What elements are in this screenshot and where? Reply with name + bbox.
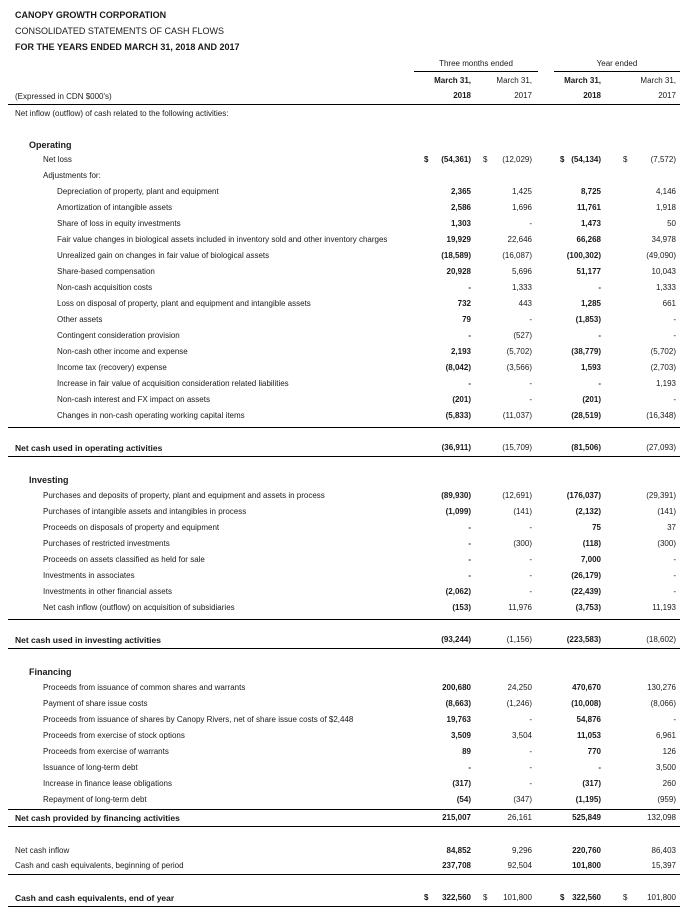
cell-value: 2,365 — [450, 187, 471, 196]
cell-value: 1,425 — [511, 187, 532, 196]
cell-value: (81,506) — [571, 443, 601, 452]
table-row — [0, 571, 692, 585]
cell-value: (36,911) — [441, 443, 471, 452]
table-row — [0, 267, 692, 281]
ending-cash-row — [0, 893, 692, 907]
section-rule — [8, 427, 680, 428]
table-row — [0, 363, 692, 377]
table-row — [0, 315, 692, 329]
cell-value: 770 — [587, 747, 601, 756]
cell-value: 11,193 — [652, 603, 676, 612]
cell-value: - — [598, 331, 601, 340]
currency-symbol: $ — [483, 893, 488, 902]
cell-value: (54,361) — [441, 155, 471, 164]
table-row — [0, 235, 692, 249]
cell-value: - — [673, 587, 676, 596]
col-header-3m-2017: March 31, — [496, 76, 532, 85]
cell-value: (118) — [582, 539, 601, 548]
cell-value: 101,800 — [503, 893, 532, 902]
operating-total-row — [0, 443, 692, 457]
cell-value: 3,509 — [450, 731, 471, 740]
cell-value: - — [598, 763, 601, 772]
cell-value: 84,852 — [446, 846, 471, 855]
row-label: Purchases and deposits of property, plant and equipment and assets in process — [43, 491, 325, 500]
cell-value: (7,572) — [650, 155, 676, 164]
header-rule — [8, 104, 680, 105]
cell-value: - — [529, 379, 532, 388]
cell-value: (176,037) — [566, 491, 601, 500]
cell-value: 215,007 — [442, 813, 471, 822]
group-year-ended: Year ended — [596, 59, 638, 68]
row-label: Fair value changes in biological assets included in inventory sold and other inventory charges — [57, 235, 388, 244]
row-label: Proceeds on assets classified as held for sale — [43, 555, 205, 564]
row-label: Proceeds from issuance of shares by Canopy Rivers, net of share issue costs of $2,448 — [43, 715, 354, 724]
cell-value: - — [529, 315, 532, 324]
table-row — [0, 347, 692, 361]
cell-value: 26,161 — [507, 813, 532, 822]
cell-value: 19,929 — [446, 235, 471, 244]
section-rule — [8, 809, 680, 810]
cell-value: (16,348) — [646, 411, 676, 420]
table-row — [0, 251, 692, 265]
cell-value: (28,519) — [571, 411, 601, 420]
cell-value: (223,583) — [566, 635, 601, 644]
cell-value: (5,702) — [650, 347, 676, 356]
cell-value: (100,302) — [566, 251, 601, 260]
group-three-months: Three months ended — [439, 59, 513, 68]
cell-value: 51,177 — [576, 267, 601, 276]
cell-value: 132,098 — [647, 813, 676, 822]
cell-value: (201) — [582, 395, 601, 404]
cell-value: - — [468, 379, 471, 388]
row-label: Cash and cash equivalents, beginning of period — [15, 861, 184, 870]
cell-value: 1,285 — [580, 299, 601, 308]
table-row — [0, 539, 692, 553]
cell-value: (1,853) — [575, 315, 601, 324]
cell-value: (26,179) — [571, 571, 601, 580]
cell-value: (1,246) — [506, 699, 532, 708]
cell-value: 9,296 — [511, 846, 532, 855]
table-row — [0, 779, 692, 793]
cell-value: (49,090) — [646, 251, 676, 260]
cell-value: (8,066) — [650, 699, 676, 708]
cell-value: 3,504 — [511, 731, 532, 740]
col-header-ye-2018-year: 2018 — [583, 91, 601, 100]
cell-value: 1,303 — [450, 219, 471, 228]
cell-value: - — [598, 283, 601, 292]
row-label: Non-cash interest and FX impact on assets — [57, 395, 210, 404]
row-label: Net loss — [43, 155, 72, 164]
row-label: Other assets — [57, 315, 103, 324]
cell-value: 37 — [667, 523, 676, 532]
cell-value: - — [529, 395, 532, 404]
group-underline — [554, 71, 680, 72]
table-row — [0, 219, 692, 233]
row-label: Issuance of long-term debt — [43, 763, 138, 772]
table-row — [0, 763, 692, 777]
row-label: Payment of share issue costs — [43, 699, 148, 708]
adjustments-row — [0, 171, 692, 185]
cell-value: - — [468, 539, 471, 548]
row-label: Changes in non-cash operating working capital items — [57, 411, 245, 420]
row-label: Proceeds from exercise of stock options — [43, 731, 185, 740]
currency-symbol: $ — [483, 155, 488, 164]
cell-value: (5,702) — [506, 347, 532, 356]
table-row — [0, 299, 692, 313]
cell-value: (8,042) — [445, 363, 471, 372]
table-row — [0, 747, 692, 761]
table-row — [0, 379, 692, 393]
table-row — [0, 603, 692, 617]
col-header-ye-2017-year: 2017 — [658, 91, 676, 100]
col-header-3m-2017-year: 2017 — [514, 91, 532, 100]
table-row — [0, 411, 692, 425]
cell-value: 11,976 — [508, 603, 532, 612]
cell-value: (11,037) — [502, 411, 532, 420]
cell-value: (38,779) — [571, 347, 601, 356]
cell-value: (54,134) — [571, 155, 601, 164]
cell-value: 54,876 — [576, 715, 601, 724]
table-row — [0, 187, 692, 201]
cell-value: (347) — [513, 795, 532, 804]
row-label: Unrealized gain on changes in fair value of biological assets — [57, 251, 270, 260]
cell-value: - — [468, 331, 471, 340]
row-label: Proceeds from exercise of warrants — [43, 747, 169, 756]
cell-value: 66,268 — [576, 235, 601, 244]
cell-value: 2,193 — [450, 347, 471, 356]
row-label: Income tax (recovery) expense — [57, 363, 167, 372]
table-row — [0, 699, 692, 713]
cell-value: 3,500 — [655, 763, 676, 772]
cell-value: (201) — [452, 395, 471, 404]
operating-title: Operating — [29, 140, 72, 150]
cell-value: - — [673, 315, 676, 324]
cell-value: - — [529, 219, 532, 228]
financing-title: Financing — [29, 667, 72, 677]
cell-value: - — [598, 379, 601, 388]
cell-value: - — [468, 763, 471, 772]
cell-value: - — [673, 715, 676, 724]
cell-value: 15,397 — [651, 861, 676, 870]
table-row — [0, 507, 692, 521]
row-label: Purchases of intangible assets and intangibles in process — [43, 507, 247, 516]
cell-value: 6,961 — [655, 731, 676, 740]
cell-value: (1,156) — [506, 635, 532, 644]
row-label: Repayment of long-term debt — [43, 795, 147, 804]
col-header-3m-2018-year: 2018 — [453, 91, 471, 100]
cell-value: 322,560 — [572, 893, 601, 902]
cell-value: 732 — [457, 299, 471, 308]
table-row — [0, 523, 692, 537]
currency-symbol: $ — [623, 155, 628, 164]
cell-value: 75 — [592, 523, 601, 532]
row-label: Proceeds on disposals of property and equipment — [43, 523, 220, 532]
statement-period: FOR THE YEARS ENDED MARCH 31, 2018 AND 2017 — [15, 42, 240, 52]
cell-value: - — [468, 571, 471, 580]
cell-value: (2,703) — [650, 363, 676, 372]
row-label: Loss on disposal of property, plant and equipment and intangible assets — [57, 299, 311, 308]
cell-value: - — [673, 555, 676, 564]
table-row — [0, 203, 692, 217]
cell-value: 1,333 — [511, 283, 532, 292]
section-rule — [8, 906, 680, 907]
cell-value: 126 — [662, 747, 676, 756]
table-row — [0, 731, 692, 745]
row-label: Share of loss in equity investments — [57, 219, 181, 228]
section-rule — [8, 456, 680, 457]
cell-value: 92,504 — [507, 861, 532, 870]
table-row — [0, 283, 692, 297]
row-label: Depreciation of property, plant and equipment — [57, 187, 219, 196]
cell-value: - — [673, 395, 676, 404]
currency-symbol: $ — [424, 155, 429, 164]
cell-value: 19,763 — [446, 715, 471, 724]
adjustments-label: Adjustments for: — [43, 171, 101, 180]
cell-value: - — [468, 283, 471, 292]
currency-symbol: $ — [623, 893, 628, 902]
cell-value: 10,043 — [651, 267, 676, 276]
cell-value: - — [529, 779, 532, 788]
cell-value: 11,761 — [576, 203, 601, 212]
section-title-row — [0, 140, 692, 154]
cell-value: 443 — [518, 299, 532, 308]
net-loss-row — [0, 155, 692, 169]
cell-value: - — [529, 555, 532, 564]
section-title-row — [0, 667, 692, 681]
row-label: Non-cash acquisition costs — [57, 283, 153, 292]
cell-value: 220,760 — [572, 846, 601, 855]
row-label: Proceeds from issuance of common shares and warrants — [43, 683, 246, 692]
cell-value: (18,602) — [646, 635, 676, 644]
row-label: Net cash inflow (outflow) on acquisition of subsidiaries — [43, 603, 235, 612]
row-label: Investments in associates — [43, 571, 135, 580]
row-label: Net cash inflow — [15, 846, 70, 855]
table-row — [0, 395, 692, 409]
cell-value: 11,053 — [576, 731, 601, 740]
investing-title: Investing — [29, 475, 69, 485]
row-label: Net cash provided by financing activities — [15, 813, 180, 823]
cell-value: 661 — [662, 299, 676, 308]
cell-value: (527) — [513, 331, 532, 340]
currency-symbol: $ — [424, 893, 429, 902]
cell-value: (317) — [582, 779, 601, 788]
beginning-cash-row — [0, 861, 692, 875]
row-label: Share-based compensation — [57, 267, 155, 276]
cell-value: (18,589) — [441, 251, 471, 260]
cell-value: (153) — [452, 603, 471, 612]
section-rule — [8, 648, 680, 649]
cell-value: (15,709) — [502, 443, 532, 452]
cell-value: (5,833) — [445, 411, 471, 420]
cell-value: 79 — [462, 315, 471, 324]
row-label: Net cash used in operating activities — [15, 443, 163, 453]
table-row — [0, 555, 692, 569]
currency-note: (Expressed in CDN $000's) — [15, 92, 112, 101]
currency-symbol: $ — [560, 155, 565, 164]
cell-value: (8,663) — [445, 699, 471, 708]
cell-value: (12,029) — [502, 155, 532, 164]
table-row — [0, 683, 692, 697]
cell-value: 89 — [462, 747, 471, 756]
cell-value: (300) — [513, 539, 532, 548]
table-row — [0, 491, 692, 505]
cell-value: - — [529, 715, 532, 724]
row-label: Increase in finance lease obligations — [43, 779, 172, 788]
col-header-ye-2017: March 31, — [640, 76, 676, 85]
cell-value: (10,008) — [571, 699, 601, 708]
table-row — [0, 331, 692, 345]
table-row — [0, 715, 692, 729]
cell-value: 525,849 — [572, 813, 601, 822]
table-row — [0, 587, 692, 601]
row-label: Purchases of restricted investments — [43, 539, 170, 548]
cell-value: (2,132) — [575, 507, 601, 516]
cell-value: - — [673, 571, 676, 580]
cell-value: (12,691) — [502, 491, 532, 500]
col-header-ye-2018: March 31, — [564, 76, 601, 85]
row-label: Net cash used in investing activities — [15, 635, 161, 645]
cell-value: (3,566) — [506, 363, 532, 372]
cell-value: 1,193 — [655, 379, 676, 388]
cell-value: 1,333 — [655, 283, 676, 292]
cell-value: 86,403 — [651, 846, 676, 855]
cell-value: 22,646 — [507, 235, 532, 244]
cell-value: 130,276 — [647, 683, 676, 692]
cell-value: - — [468, 523, 471, 532]
cell-value: 101,800 — [647, 893, 676, 902]
row-label: Contingent consideration provision — [57, 331, 180, 340]
cell-value: 1,918 — [655, 203, 676, 212]
row-label: Investments in other financial assets — [43, 587, 172, 596]
cell-value: 34,978 — [651, 235, 676, 244]
cell-value: - — [529, 763, 532, 772]
cell-value: 24,250 — [507, 683, 532, 692]
cell-value: - — [529, 523, 532, 532]
cell-value: (959) — [657, 795, 676, 804]
cell-value: (317) — [452, 779, 471, 788]
section-rule — [8, 619, 680, 620]
cell-value: 470,670 — [572, 683, 601, 692]
cell-value: - — [529, 571, 532, 580]
cell-value: 5,696 — [511, 267, 532, 276]
cell-value: 20,928 — [446, 267, 471, 276]
cell-value: (141) — [657, 507, 676, 516]
cell-value: 322,560 — [442, 893, 471, 902]
section-rule — [8, 826, 680, 827]
cell-value: 2,586 — [450, 203, 471, 212]
cell-value: 4,146 — [655, 187, 676, 196]
cell-value: (29,391) — [646, 491, 676, 500]
cell-value: 7,000 — [580, 555, 601, 564]
cell-value: - — [529, 587, 532, 596]
cell-value: - — [673, 331, 676, 340]
col-header-3m-2018: March 31, — [434, 76, 471, 85]
cell-value: (2,062) — [445, 587, 471, 596]
cell-value: - — [529, 747, 532, 756]
investing-total-row — [0, 635, 692, 649]
cell-value: 260 — [662, 779, 676, 788]
cell-value: 1,696 — [511, 203, 532, 212]
intro-text: Net inflow (outflow) of cash related to the following activities: — [15, 109, 229, 118]
intro-row — [0, 109, 692, 123]
cell-value: (54) — [456, 795, 471, 804]
cell-value: (3,753) — [575, 603, 601, 612]
section-rule — [8, 874, 680, 875]
cell-value: 200,680 — [442, 683, 471, 692]
cell-value: (1,195) — [575, 795, 601, 804]
cell-value: (300) — [657, 539, 676, 548]
cell-value: 237,708 — [442, 861, 471, 870]
cell-value: - — [468, 555, 471, 564]
cell-value: 8,725 — [580, 187, 601, 196]
cell-value: (141) — [513, 507, 532, 516]
statement-title: CONSOLIDATED STATEMENTS OF CASH FLOWS — [15, 26, 225, 36]
cell-value: (89,930) — [441, 491, 471, 500]
cell-value: (93,244) — [441, 635, 471, 644]
company-name: CANOPY GROWTH CORPORATION — [15, 10, 167, 20]
cell-value: (16,087) — [502, 251, 532, 260]
cell-value: (1,099) — [445, 507, 471, 516]
row-label: Non-cash other income and expense — [57, 347, 188, 356]
currency-symbol: $ — [560, 893, 565, 902]
group-underline — [414, 71, 538, 72]
cell-value: (22,439) — [571, 587, 601, 596]
financing-total-row — [0, 813, 692, 827]
cell-value: 50 — [667, 219, 676, 228]
cell-value: 1,593 — [580, 363, 601, 372]
row-label: Amortization of intangible assets — [57, 203, 173, 212]
table-row — [0, 795, 692, 809]
net-inflow-row — [0, 846, 692, 860]
cell-value: (27,093) — [646, 443, 676, 452]
row-label: Cash and cash equivalents, end of year — [15, 893, 175, 903]
cell-value: 1,473 — [580, 219, 601, 228]
row-label: Increase in fair value of acquisition consideration related liabilities — [57, 379, 289, 388]
cell-value: 101,800 — [572, 861, 601, 870]
section-title-row — [0, 475, 692, 489]
